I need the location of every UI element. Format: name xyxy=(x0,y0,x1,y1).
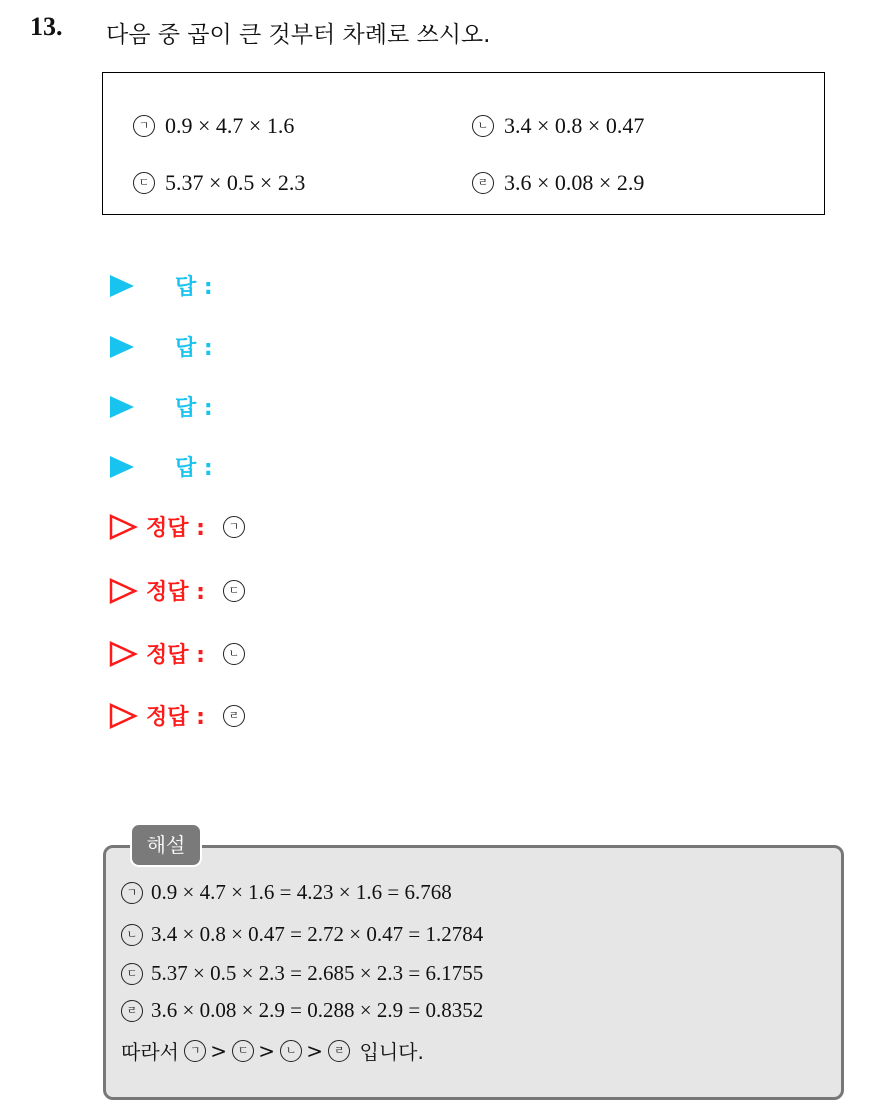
explanation-line xyxy=(121,961,483,986)
circled-marker: ㄷ xyxy=(121,963,143,985)
circled-marker: ㄹ xyxy=(121,1000,143,1022)
circled-marker: ㄹ xyxy=(472,172,494,194)
play-arrow-icon xyxy=(110,275,134,297)
explanation-box xyxy=(103,845,844,1100)
answer-label: 답 : xyxy=(175,456,213,481)
answer-label: 답 : xyxy=(175,396,213,421)
answer-row[interactable] xyxy=(110,270,213,301)
correct-answer-row xyxy=(108,575,255,606)
outline-triangle-icon xyxy=(108,702,138,730)
choice-4 xyxy=(472,170,644,196)
choice-box xyxy=(102,72,825,215)
choice-expression: 0.9 × 4.7 × 1.6 xyxy=(165,113,295,138)
choice-1 xyxy=(133,113,294,139)
explanation-line xyxy=(121,880,452,905)
circled-marker: ㄱ xyxy=(184,1040,206,1062)
correct-answer-row xyxy=(108,638,255,669)
circled-marker: ㄷ xyxy=(223,580,245,602)
correct-answer-label: 정답 : xyxy=(146,705,205,730)
play-arrow-icon xyxy=(110,456,134,478)
choice-expression: 3.4 × 0.8 × 0.47 xyxy=(504,113,645,138)
circled-marker: ㄱ xyxy=(121,882,143,904)
answer-row[interactable] xyxy=(110,451,213,482)
answer-label: 답 : xyxy=(175,275,213,300)
circled-marker: ㄴ xyxy=(280,1040,302,1062)
outline-triangle-icon xyxy=(108,577,138,605)
explanation-line xyxy=(121,998,483,1023)
correct-answer-row xyxy=(108,700,255,731)
outline-triangle-icon xyxy=(108,513,138,541)
correct-answer-label: 정답 : xyxy=(146,516,205,541)
circled-marker: ㄷ xyxy=(133,172,155,194)
greater-than-sign: > xyxy=(210,1038,227,1063)
greater-than-sign: > xyxy=(306,1038,324,1063)
explanation-text: 3.4 × 0.8 × 0.47 = 2.72 × 0.47 = 1.2784 xyxy=(151,922,484,946)
question-text: 다음 중 곱이 큰 것부터 차례로 쓰시오. xyxy=(106,22,491,48)
answer-row[interactable] xyxy=(110,391,213,422)
circled-marker: ㄱ xyxy=(223,516,245,538)
circled-marker: ㄷ xyxy=(232,1040,254,1062)
play-arrow-icon xyxy=(110,396,134,418)
conclusion-prefix: 따라서 xyxy=(121,1040,179,1064)
explanation-text: 5.37 × 0.5 × 2.3 = 2.685 × 2.3 = 6.1755 xyxy=(151,961,484,985)
question-number: 13. xyxy=(30,12,63,41)
circled-marker: ㄴ xyxy=(223,643,245,665)
choice-expression: 5.37 × 0.5 × 2.3 xyxy=(165,170,306,195)
choice-expression: 3.6 × 0.08 × 2.9 xyxy=(504,170,645,195)
play-arrow-icon xyxy=(110,336,134,358)
circled-marker: ㄴ xyxy=(121,924,143,946)
circled-marker: ㄹ xyxy=(328,1040,350,1062)
correct-answer-label: 정답 : xyxy=(146,643,205,668)
greater-than-sign: > xyxy=(258,1038,275,1063)
explanation-conclusion xyxy=(121,1036,424,1065)
explanation-text: 3.6 × 0.08 × 2.9 = 0.288 × 2.9 = 0.8352 xyxy=(151,998,484,1022)
conclusion-suffix: 입니다. xyxy=(359,1040,424,1064)
choice-3 xyxy=(133,170,305,196)
circled-marker: ㄹ xyxy=(223,705,245,727)
choice-2 xyxy=(472,113,644,139)
answer-row[interactable] xyxy=(110,331,213,362)
explanation-text: 0.9 × 4.7 × 1.6 = 4.23 × 1.6 = 6.768 xyxy=(151,880,452,904)
explanation-tab: 해설 xyxy=(130,823,202,867)
circled-marker: ㄴ xyxy=(472,115,494,137)
outline-triangle-icon xyxy=(108,640,138,668)
circled-marker: ㄱ xyxy=(133,115,155,137)
answer-label: 답 : xyxy=(175,336,213,361)
correct-answer-row xyxy=(108,511,255,542)
correct-answer-label: 정답 : xyxy=(146,580,205,605)
explanation-line xyxy=(121,922,483,947)
